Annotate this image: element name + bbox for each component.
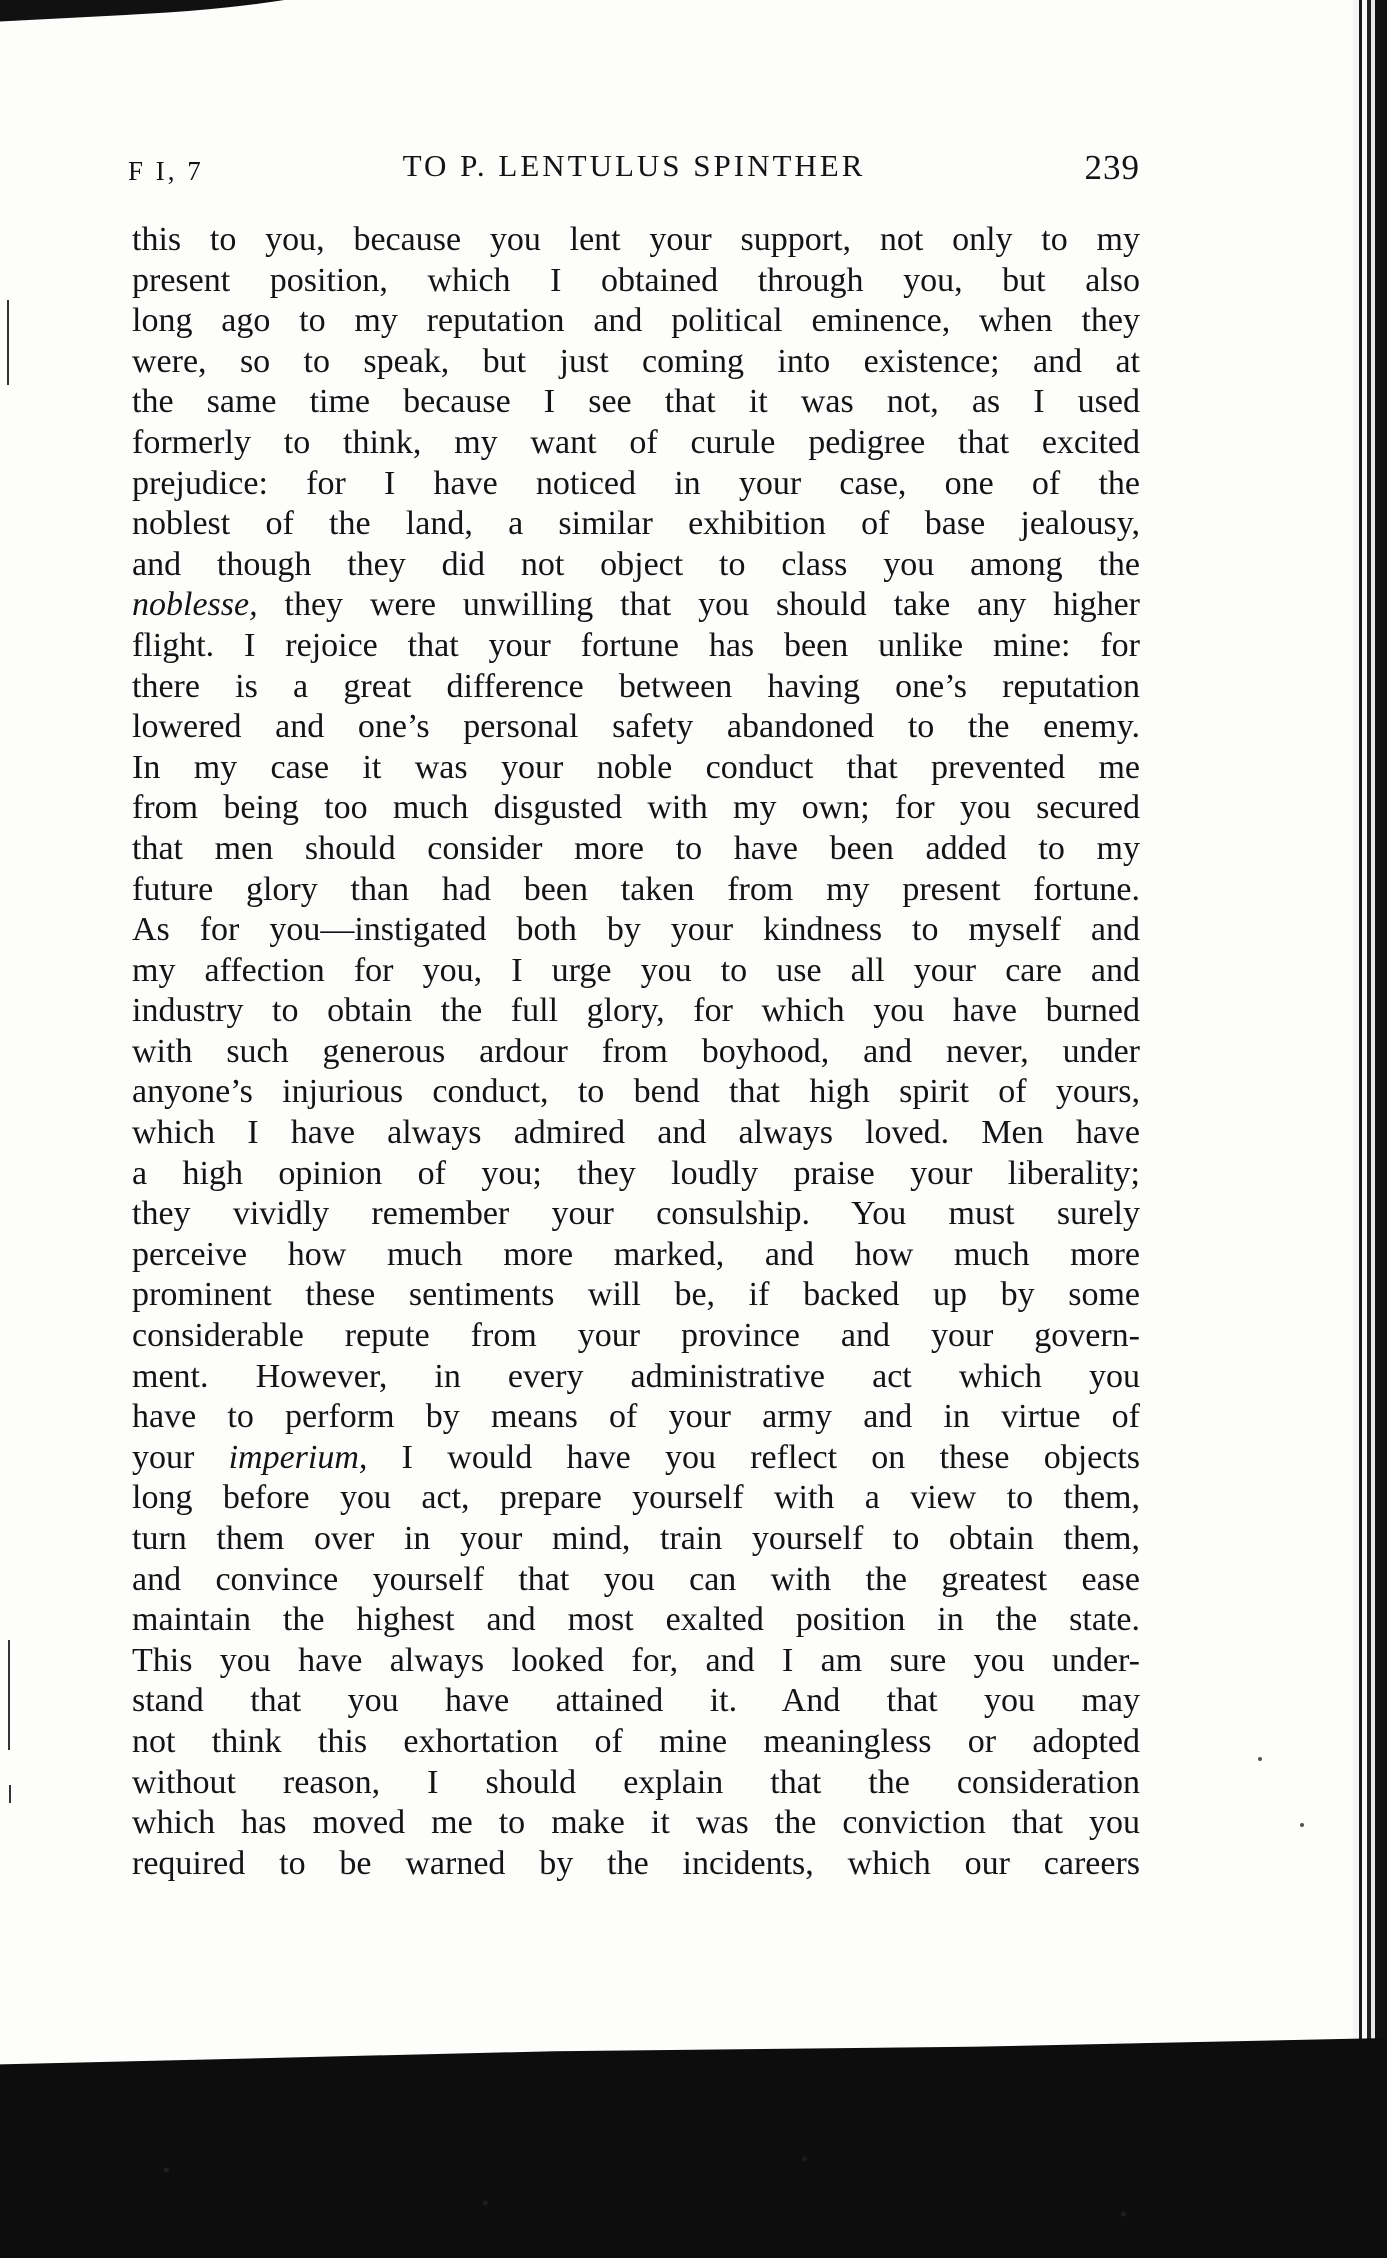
text-line-segment: long ago to my reputation and political eminence, when they (132, 302, 1140, 340)
text-line-segment: lowered and one’s personal safety abandoned to the enemy. (132, 708, 1140, 746)
margin-mark (8, 1640, 10, 1750)
text-line (132, 1316, 1140, 1357)
text-line (132, 707, 1140, 748)
text-line (132, 748, 1140, 789)
text-line-segment: noblest of the land, a similar exhibition of base jealousy, (132, 505, 1140, 543)
text-line-segment: a high opinion of you; they loudly praise your liberality; (132, 1154, 1140, 1192)
text-line (132, 1154, 1140, 1195)
text-line (132, 504, 1140, 545)
scan-right-edge (1353, 0, 1387, 2258)
text-line (132, 382, 1140, 423)
margin-dot (1258, 1757, 1262, 1761)
text-line-segment: this to you, because you lent your support, not only to my (132, 221, 1140, 258)
text-line (132, 1438, 1140, 1479)
text-line (132, 1681, 1140, 1722)
text-line-segment: were, so to speak, but just coming into existence; and at (132, 342, 1140, 380)
text-line (132, 1560, 1140, 1601)
text-line (132, 1803, 1140, 1844)
text-line (132, 464, 1140, 505)
text-line-segment: prominent these sentiments will be, if backed up by some (132, 1276, 1140, 1314)
text-line-segment: and though they did not object to class you among the (132, 545, 1140, 583)
text-line (132, 667, 1140, 708)
text-line-segment: my affection for you, I urge you to use all your care and (132, 951, 1140, 989)
text-line-segment: that men should consider more to have been added to my (132, 829, 1140, 867)
text-line-segment: with such generous ardour from boyhood, and never, under (132, 1032, 1140, 1070)
text-line (132, 342, 1140, 383)
text-line-segment: I would have you reflect on these objects (367, 1438, 1140, 1476)
text-line-segment: maintain the highest and most exalted position in the state. (132, 1601, 1140, 1639)
text-line-segment: future glory than had been taken from my present fortune. (132, 870, 1140, 908)
text-line (132, 220, 1140, 261)
text-line (132, 1478, 1140, 1519)
text-line (132, 423, 1140, 464)
margin-mark (7, 300, 9, 385)
text-line (132, 261, 1140, 302)
running-head (128, 148, 1140, 192)
page-number: 239 (1084, 148, 1140, 187)
text-line-segment: turn them over in your mind, train yourself to obtain them, (132, 1520, 1140, 1557)
text-line (132, 1235, 1140, 1276)
text-line-segment: stand that you have attained it. And that you may (132, 1682, 1140, 1720)
text-line-segment: considerable repute from your province and your govern- (132, 1317, 1140, 1355)
text-line (132, 1275, 1140, 1316)
text-line (132, 788, 1140, 829)
text-line-segment: flight. I rejoice that your fortune has been unlike mine: for (132, 626, 1140, 664)
text-line-segment: prejudice: for I have noticed in your case, one of the (132, 464, 1140, 502)
text-line-segment: and convince yourself that you can with the greatest ease (132, 1560, 1140, 1598)
text-line (132, 1722, 1140, 1763)
text-line (132, 829, 1140, 870)
text-line (132, 1763, 1140, 1804)
text-line-segment: present position, which I obtained through you, but also (132, 261, 1140, 299)
text-line (132, 991, 1140, 1032)
folio-reference: F I, 7 (128, 156, 204, 186)
text-line-segment: In my case it was your noble conduct that prevented me (132, 748, 1140, 786)
text-line-segment: which has moved me to make it was the conviction that you (132, 1804, 1140, 1842)
text-line (132, 626, 1140, 667)
text-line (132, 1113, 1140, 1154)
text-line-segment: anyone’s injurious conduct, to bend that high spirit of yours, (132, 1073, 1140, 1111)
text-line-segment: required to be warned by the incidents, which our careers (132, 1844, 1140, 1882)
text-line-segment: they were unwilling that you should take any higher (257, 586, 1140, 624)
text-line-segment: long before you act, prepare yourself with a view to them, (132, 1479, 1140, 1517)
text-line-segment: from being too much disgusted with my own; for you secured (132, 789, 1140, 827)
margin-mark (9, 1785, 11, 1803)
text-line-segment: This you have always looked for, and I am sure you under- (132, 1641, 1140, 1679)
text-line (132, 585, 1140, 626)
text-line (132, 1844, 1140, 1885)
text-line (132, 910, 1140, 951)
text-line-segment: have to perform by means of your army and in virtue of (132, 1398, 1140, 1436)
text-line-segment: which I have always admired and always loved. Men have (132, 1114, 1140, 1152)
text-line (132, 1519, 1140, 1560)
text-line-segment: they vividly remember your consulship. You must surely (132, 1195, 1140, 1233)
text-line-segment: perceive how much more marked, and how much more (132, 1235, 1140, 1273)
text-line (132, 951, 1140, 992)
text-line-segment: there is a great difference between having one’s reputation (132, 667, 1140, 705)
margin-dot (1300, 1823, 1304, 1827)
text-line (132, 1194, 1140, 1235)
text-line-segment: your (132, 1438, 229, 1476)
text-line (132, 1032, 1140, 1073)
letter-body (132, 220, 1140, 1884)
text-line (132, 1600, 1140, 1641)
text-line-segment: without reason, I should explain that the consideration (132, 1763, 1140, 1801)
text-line (132, 1397, 1140, 1438)
text-line-segment: the same time because I see that it was not, as I used (132, 383, 1140, 421)
text-line (132, 1072, 1140, 1113)
page-title: TO P. LENTULUS SPINTHER (402, 148, 866, 183)
text-line-segment: industry to obtain the full glory, for which you have burned (132, 992, 1140, 1030)
text-line (132, 1357, 1140, 1398)
text-line-segment: formerly to think, my want of curule pedigree that excited (132, 423, 1140, 461)
text-line-segment: not think this exhortation of mine meaningless or adopted (132, 1722, 1140, 1760)
text-line-segment: As for you—instigated both by your kindness to myself and (132, 911, 1140, 949)
italic-term: imperium, (228, 1438, 368, 1476)
scan-corner-shadow (0, 0, 350, 60)
text-line-segment: ment. However, in every administrative act which you (132, 1357, 1140, 1395)
text-line (132, 870, 1140, 911)
text-line (132, 301, 1140, 342)
italic-term: noblesse, (132, 586, 258, 624)
scan-bottom-shadow (0, 2038, 1387, 2258)
text-line (132, 1641, 1140, 1682)
text-line (132, 545, 1140, 586)
